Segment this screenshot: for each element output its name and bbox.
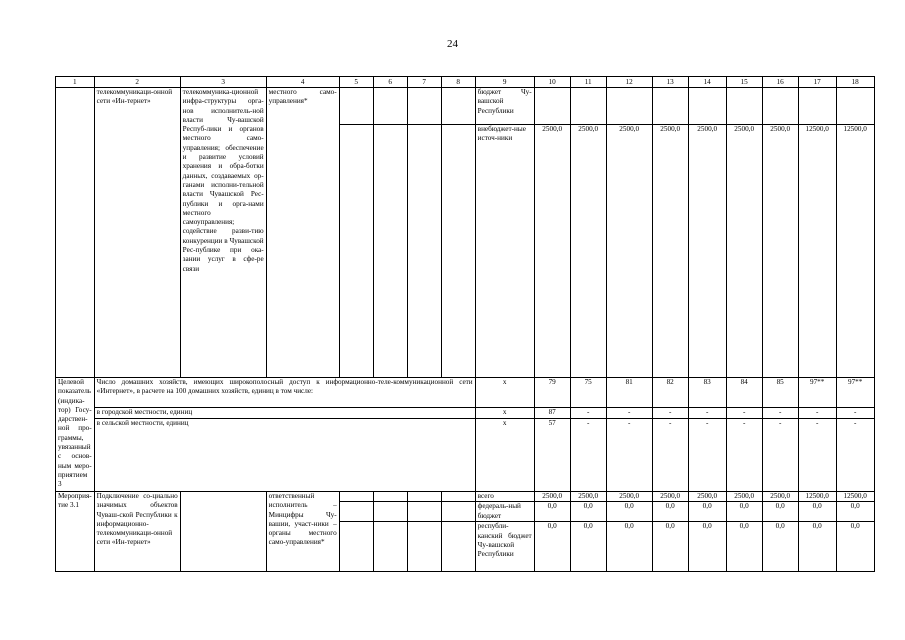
table-row	[56, 408, 875, 419]
header-cell: 13	[652, 77, 688, 88]
value-cell: 0,0	[606, 522, 652, 572]
header-cell: 7	[407, 77, 441, 88]
value-cell: 0,0	[570, 502, 606, 522]
value-cell	[652, 88, 688, 125]
funding-source-cell: бюджет Чу-вашской Республики	[475, 88, 534, 125]
executor-cell: местного само-управления*	[266, 88, 339, 378]
value-cell: -	[570, 408, 606, 419]
value-cell: -	[836, 408, 874, 419]
table-cell	[339, 492, 373, 502]
indicator-label-cell: Целевой показатель (индика-тор) Госу-дарствен-ной про-граммы, увязанный с основ-ным меро-приятием 3	[56, 378, 95, 492]
table-cell	[373, 502, 407, 522]
value-cell: 2500,0	[570, 125, 606, 378]
table-cell	[373, 88, 407, 125]
table-cell	[339, 88, 373, 125]
indicator-text-cell: Число домашних хозяйств, имеющих широкополосный доступ к информационно-теле-коммуникационной сети «Интернет», в расчете на 100 домашних хозяйств, единиц в том числе:	[94, 378, 475, 408]
table-cell	[180, 492, 266, 572]
header-cell: 15	[726, 77, 762, 88]
table-cell	[373, 125, 407, 378]
value-cell: 0,0	[798, 502, 836, 522]
value-cell: 0,0	[726, 502, 762, 522]
value-cell: 97**	[836, 378, 874, 408]
value-cell: 0,0	[688, 502, 726, 522]
value-cell: -	[836, 419, 874, 492]
value-cell: -	[652, 408, 688, 419]
value-cell: 0,0	[836, 502, 874, 522]
table-row	[56, 492, 875, 502]
table-cell	[441, 492, 475, 502]
value-cell: -	[570, 419, 606, 492]
table-cell	[407, 88, 441, 125]
value-cell: 2500,0	[726, 125, 762, 378]
value-cell: 2500,0	[534, 125, 570, 378]
value-cell: 0,0	[652, 522, 688, 572]
value-cell: 2500,0	[652, 492, 688, 502]
value-cell	[762, 88, 798, 125]
value-cell	[798, 88, 836, 125]
value-cell: -	[762, 408, 798, 419]
value-cell: -	[606, 408, 652, 419]
value-cell: -	[726, 419, 762, 492]
value-cell: 0,0	[688, 522, 726, 572]
value-cell: 0,0	[726, 522, 762, 572]
table-cell	[441, 522, 475, 572]
value-cell: -	[762, 419, 798, 492]
table-cell	[407, 492, 441, 502]
header-cell: 16	[762, 77, 798, 88]
header-cell: 5	[339, 77, 373, 88]
budget-table	[55, 76, 875, 572]
value-cell: -	[688, 419, 726, 492]
event-name-cell: Подключение со-циально значимых объектов Чуваш-ской Республики к информационно-телекоммуникаци-онной сети «Ин-тернет»	[94, 492, 180, 572]
value-cell: 2500,0	[726, 492, 762, 502]
table-row	[56, 419, 875, 492]
event-number-cell: Мероприя-тие 3.1	[56, 492, 95, 572]
value-cell	[534, 88, 570, 125]
table-cell	[407, 522, 441, 572]
funding-source-cell: республи-канский бюджет Чу-вашской Республики	[475, 522, 534, 572]
table-cell	[407, 502, 441, 522]
value-cell: 0,0	[762, 522, 798, 572]
header-cell: 9	[475, 77, 534, 88]
value-cell: -	[726, 408, 762, 419]
value-cell	[688, 88, 726, 125]
value-cell: 2500,0	[652, 125, 688, 378]
header-cell: 4	[266, 77, 339, 88]
header-cell: 8	[441, 77, 475, 88]
funding-source-cell: всего	[475, 492, 534, 502]
table-row	[56, 88, 875, 125]
page-number: 24	[447, 38, 458, 50]
value-cell: 2500,0	[606, 125, 652, 378]
value-cell: -	[606, 419, 652, 492]
value-cell	[606, 88, 652, 125]
value-cell: 0,0	[798, 522, 836, 572]
value-cell: 2500,0	[762, 492, 798, 502]
table-cell	[339, 125, 373, 378]
value-cell: 12500,0	[798, 492, 836, 502]
value-cell: -	[688, 408, 726, 419]
value-cell: 0,0	[534, 502, 570, 522]
value-cell: 0,0	[836, 522, 874, 572]
funding-source-cell: внебюджет-ные источ-ники	[475, 125, 534, 378]
value-cell: 0,0	[534, 522, 570, 572]
value-cell: 2500,0	[570, 492, 606, 502]
value-cell: 12500,0	[798, 125, 836, 378]
table-cell: х	[475, 408, 534, 419]
table-cell	[441, 125, 475, 378]
value-cell	[570, 88, 606, 125]
table-cell	[407, 125, 441, 378]
value-cell: 79	[534, 378, 570, 408]
value-cell: 82	[652, 378, 688, 408]
header-cell: 18	[836, 77, 874, 88]
event-description-cell: телекоммуника-ционной инфра-структуры орга-нов исполнитель-ной власти Чу-вашской Респуб-лики и органов местного само-управления; обеспечение и развитие условий хранения и обра-ботки данных, создаваемых ор-ганами исполни-тельной власти Чувашской Рес-публики и орга-нами местного самоуправления; содействие разви-тию конкуренции в Чувашской Рес-публике при ока-зании услуг в сфе-ре связи	[180, 88, 266, 378]
table-cell: х	[475, 419, 534, 492]
header-cell: 2	[94, 77, 180, 88]
value-cell: 2500,0	[606, 492, 652, 502]
header-cell: 17	[798, 77, 836, 88]
value-cell: 2500,0	[688, 492, 726, 502]
value-cell: 85	[762, 378, 798, 408]
value-cell: 57	[534, 419, 570, 492]
table-cell	[441, 502, 475, 522]
header-cell: 1	[56, 77, 95, 88]
value-cell: 83	[688, 378, 726, 408]
value-cell: 2500,0	[762, 125, 798, 378]
table-cell	[441, 88, 475, 125]
event-name-cell: телекоммуникаци-онной сети «Ин-тернет»	[94, 88, 180, 378]
table-cell	[56, 88, 95, 378]
value-cell: 0,0	[762, 502, 798, 522]
value-cell: 0,0	[606, 502, 652, 522]
table-cell	[339, 522, 373, 572]
header-cell: 6	[373, 77, 407, 88]
header-cell: 11	[570, 77, 606, 88]
value-cell: -	[798, 408, 836, 419]
value-cell: 75	[570, 378, 606, 408]
value-cell	[836, 88, 874, 125]
table-cell	[373, 522, 407, 572]
value-cell: -	[652, 419, 688, 492]
value-cell: 2500,0	[534, 492, 570, 502]
value-cell: 12500,0	[836, 492, 874, 502]
header-cell: 10	[534, 77, 570, 88]
value-cell: 0,0	[652, 502, 688, 522]
indicator-text-cell: в сельской местности, единиц	[94, 419, 475, 492]
value-cell: 97**	[798, 378, 836, 408]
table-cell: х	[475, 378, 534, 408]
executor-cell: ответственный исполнитель – Минцифры Чу-вашии, участ-ники – органы местного само-управления*	[266, 492, 339, 572]
table-cell	[373, 492, 407, 502]
indicator-text-cell: в городской местности, единиц	[94, 408, 475, 419]
value-cell: 87	[534, 408, 570, 419]
value-cell	[726, 88, 762, 125]
value-cell: 2500,0	[688, 125, 726, 378]
header-row	[56, 77, 875, 88]
header-cell: 14	[688, 77, 726, 88]
value-cell: 12500,0	[836, 125, 874, 378]
header-cell: 12	[606, 77, 652, 88]
value-cell: 81	[606, 378, 652, 408]
table-row	[56, 378, 875, 408]
value-cell: 0,0	[570, 522, 606, 572]
table-cell	[339, 502, 373, 522]
header-cell: 3	[180, 77, 266, 88]
value-cell: -	[798, 419, 836, 492]
value-cell: 84	[726, 378, 762, 408]
funding-source-cell: федераль-ный бюджет	[475, 502, 534, 522]
